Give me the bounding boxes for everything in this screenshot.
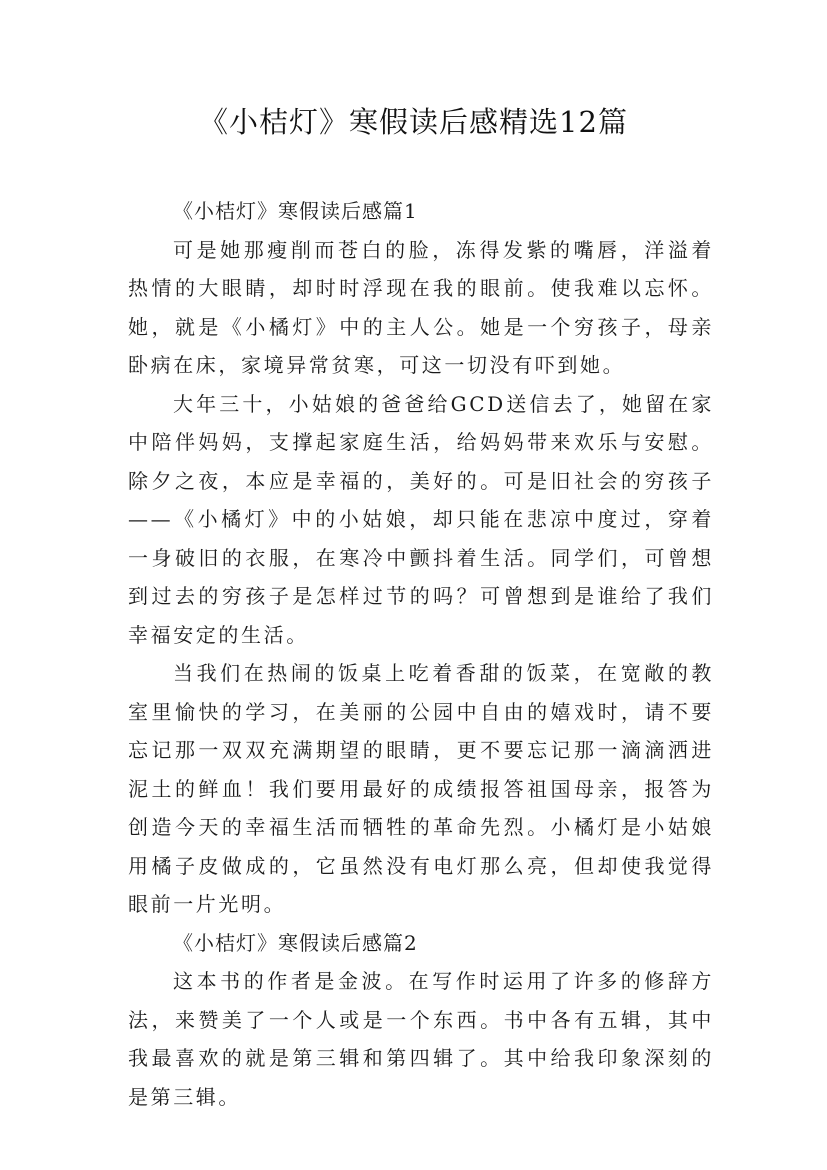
document-title: 《小桔灯》寒假读后感精选12篇	[199, 105, 628, 139]
section-heading-2: 《小桔灯》寒假读后感篇2	[173, 930, 418, 955]
paragraph-1-1: 可是她那瘦削而苍白的脸，冻得发紫的嘴唇，洋溢着热情的大眼睛，却时时浮现在我的眼前。使我难以忘怀。她，就是《小橘灯》中的主人公。她是一个穷孩子，母亲卧病在床，家境异常贫寒，可这一切没有吓到她。	[128, 237, 714, 377]
paragraph-1-2: 大年三十，小姑娘的爸爸给GCD送信去了，她留在家中陪伴妈妈，支撑起家庭生活，给妈妈带来欢乐与安慰。除夕之夜，本应是幸福的，美好的。可是旧社会的穷孩子——《小橘灯》中的小姑娘，却只能在悲凉中度过，穿着一身破旧的衣服，在寒冷中颤抖着生活。同学们，可曾想到过去的穷孩子是怎样过节的吗？可曾想到是谁给了我们幸福安定的生活。	[128, 391, 714, 647]
section-heading-1: 《小桔灯》寒假读后感篇1	[173, 199, 418, 223]
paragraph-1-3: 当我们在热闹的饭桌上吃着香甜的饭菜，在宽敞的教室里愉快的学习，在美丽的公园中自由的嬉戏时，请不要忘记那一双双充满期望的眼睛，更不要忘记那一滴滴洒进泥土的鲜血！我们要用最好的成绩报答祖国母亲，报答为创造今天的幸福生活而牺牲的革命先烈。小橘灯是小姑娘用橘子皮做成的，它虽然没有电灯那么亮，但却使我觉得眼前一片光明。	[128, 661, 714, 916]
paragraph-2-1: 这本书的作者是金波。在写作时运用了许多的修辞方法，来赞美了一个人或是一个东西。书中各有五辑，其中我最喜欢的就是第三辑和第四辑了。其中给我印象深刻的是第三辑。	[128, 969, 714, 1109]
document-body	[128, 192, 714, 1116]
